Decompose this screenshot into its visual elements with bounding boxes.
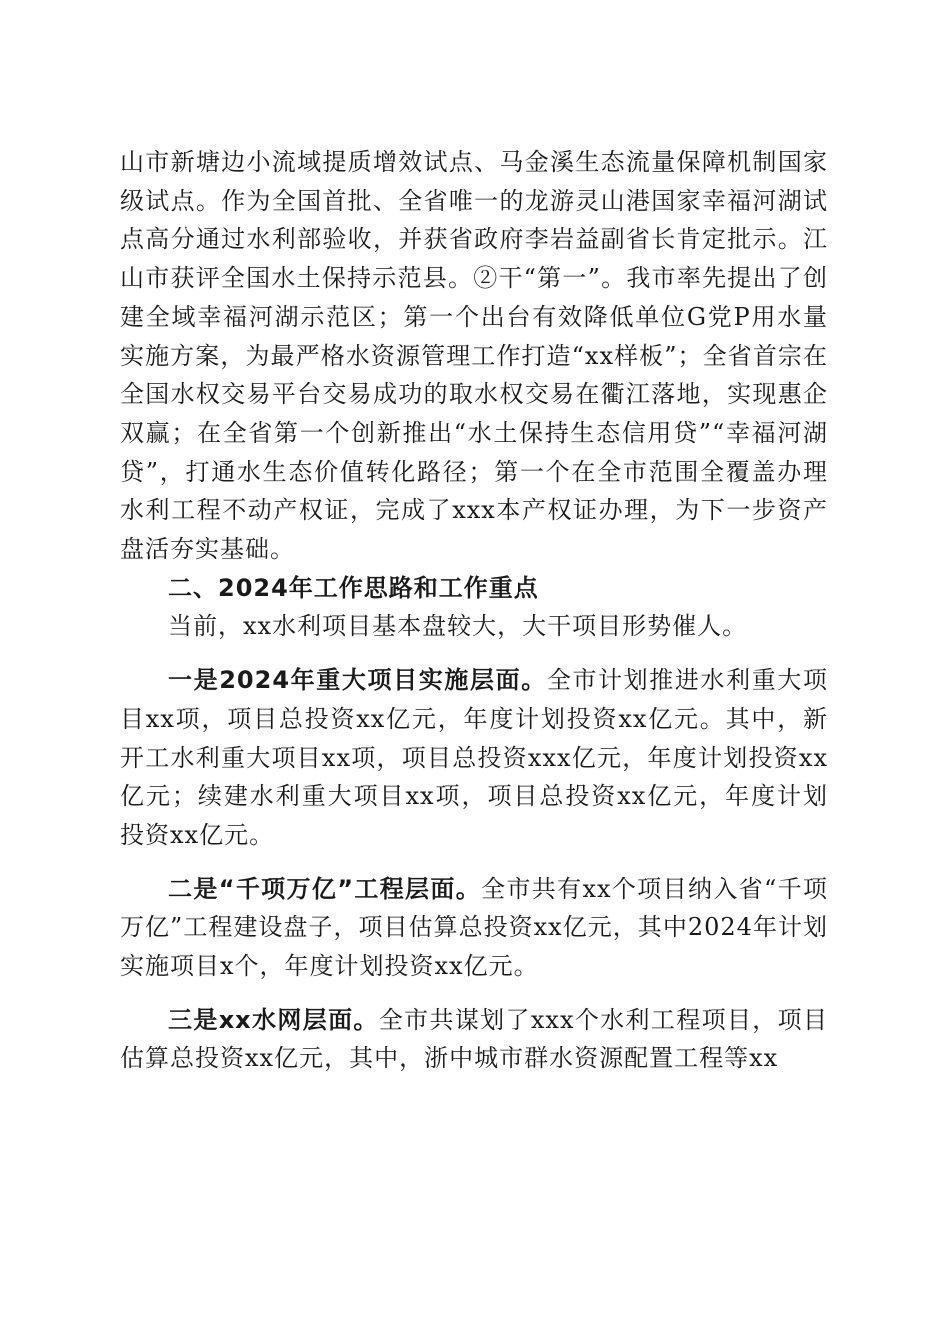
item-3-paragraph — [120, 1001, 828, 1078]
section-heading: 二、2024年工作思路和工作重点 — [168, 573, 539, 602]
continued-paragraph: 山市新塘边小流域提质增效试点、马金溪生态流量保障机制国家级试点。作为全国首批、全省唯一的龙游灵山港国家幸福河湖试点高分通过水利部验收，并获省政府李岩益副省长肯定批示。江山市获评全国水土保持示范县。②干“第一”。我市率先提出了创建全域幸福河湖示范区；第一个出台有效降低单位G党P用水量实施方案，为最严格水资源管理工作打造“xx样板”；全省首宗在全国水权交易平台交易成功的取水权交易在衢江落地，实现惠企双赢；在全省第一个创新推出“水土保持生态信用贷”“幸福河湖贷”，打通水生态价值转化路径；第一个在全市范围全覆盖办理水利工程不动产权证，完成了xxx本产权证办理，为下一步资产盘活夯实基础。 — [120, 148, 828, 564]
item-2-body: 全市共有xx个项目纳入省“千项万亿”工程建设盘子，项目估算总投资xx亿元，其中2024年计划实施项目x个，年度计划投资xx亿元。 — [120, 874, 829, 981]
item-1-lead: 一是2024年重大项目实施层面。 — [168, 666, 547, 695]
item-3-lead: 三是xx水网层面。 — [168, 1005, 379, 1034]
item-1-paragraph — [120, 661, 828, 855]
document-page — [120, 143, 828, 1078]
intro-paragraph: 当前，xx水利项目基本盘较大，大干项目形势催人。 — [168, 612, 748, 641]
item-1-body: 全市计划推进水利重大项目xx项，项目总投资xx亿元，年度计划投资xx亿元。其中，新开工水利重大项目xx项，项目总投资xxx亿元，年度计划投资xx亿元；续建水利重大项目xx项，项目总投资xx亿元，年度计划投资xx亿元。 — [120, 666, 829, 849]
item-2-lead: 二是“千项万亿”工程层面。 — [168, 874, 482, 903]
item-3-body: 全市共谋划了xxx个水利工程项目，项目估算总投资xx亿元，其中，浙中城市群水资源配置工程等xx — [120, 1005, 829, 1073]
item-2-paragraph — [120, 870, 828, 986]
